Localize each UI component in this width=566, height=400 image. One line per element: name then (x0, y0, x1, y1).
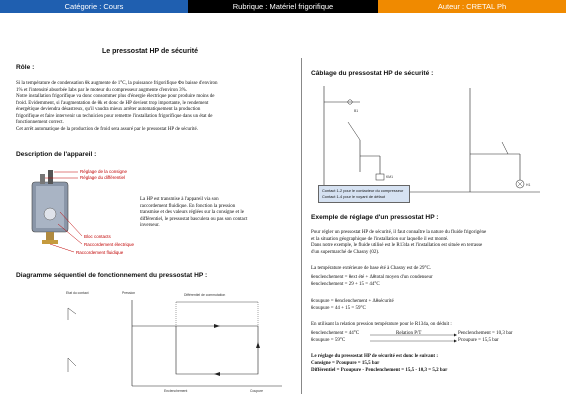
exemple-line-5: La température extérieure de base été à Chasny est de 29°C. (311, 266, 432, 271)
label-contacts: Bloc contacts (84, 234, 111, 239)
role-line-8: Cet arrêt automatique de la production de froid sera assuré par le pressostat HP de sécurité. (16, 127, 198, 132)
cablage-schema (320, 82, 550, 200)
label-differentiel-commutation: Différentiel de commutation (184, 293, 226, 297)
description-line-1: La HP est transmise à l'appareil via son (140, 197, 219, 202)
description-line-2: raccordement fluidique. En fonction la pression (140, 203, 236, 209)
exemple-line-3: Dans notre exemple, le fluide utilisé est le R134a et l'installation est située en terrasse (311, 243, 483, 248)
exemple-line-2: et la situation géographique de l'installation sur laquelle il est monté. (311, 236, 449, 242)
label-pression: Pression (122, 291, 136, 295)
author-cell: Auteur : CRETAL Ph (378, 0, 566, 13)
column-divider (301, 58, 302, 394)
role-line-2: 1% et l'intensité absorbée Iabs par le moteur du compresseur augmente d'environ 3%. (16, 87, 188, 93)
relation-arrows (370, 332, 458, 344)
header-bar (0, 0, 566, 13)
exemple-line-6: En utilisant la relation pression température pour le R134a, on déduit : (311, 322, 452, 327)
role-line-6: frigorifique et faire intervenir un technicien pour remettre l'installation frigorifique dans un état de (16, 113, 213, 119)
label-etat-contact: Etat du contact (66, 291, 89, 295)
category-cell: Catégorie : Cours (0, 0, 188, 13)
sequence-diagram (60, 286, 300, 396)
label-b1: B1 (354, 109, 359, 113)
formula-coupure-1: θcoupure = θenclenchement + Δθsécurité (311, 299, 394, 304)
exemple-heading: Exemple de réglage d'un pressostat HP : (311, 214, 439, 221)
document-title: Le pressostat HP de sécurité (102, 48, 198, 55)
relation-enclenchement-pressure: Penclenchement = 10,3 bar (458, 331, 513, 336)
description-heading: Description de l'appareil : (16, 151, 97, 158)
label-fluidique: Raccordement fluidique (76, 250, 124, 255)
label-coupure: Coupure (250, 389, 264, 393)
description-line-4: différentiel, le pressostat basculera ou pas son contact (140, 216, 248, 222)
label-electrique: Raccordement électrique (84, 242, 135, 247)
description-line-5: inverseur. (140, 223, 160, 228)
role-heading: Rôle : (16, 64, 35, 71)
label-differentiel: Réglage du différentiel (80, 175, 125, 180)
role-line-1: Si la température de condensation θk augmente de 1°C, la puissance frigorifique Φo baisse d'environ (16, 81, 218, 86)
formula-enclenchement-2: θenclenchement = 29 + 15 = 44°C (311, 282, 380, 287)
role-line-4: froid. Evidemment, si l'augmentation de θk et donc de HP devient trop importante, le rendement (16, 100, 209, 106)
exemple-line-4: d'un supermarché de Chasny (02). (311, 249, 380, 255)
relation-coupure-pressure: Pcoupure = 15,5 bar (458, 338, 499, 343)
cablage-note (318, 185, 410, 203)
rubric-cell: Rubrique : Matériel frigorifique (188, 0, 378, 13)
cablage-note-line-2: Contact 1-4 pour le voyant de défaut (322, 194, 385, 199)
label-km1: KM1 (386, 175, 393, 179)
conclusion-differentiel: Différentiel = Pcoupure - Penclenchement = 15,5 - 10,3 = 5,2 bar (311, 368, 448, 373)
formula-coupure-2: θcoupure = 44 + 15 = 59°C (311, 306, 366, 311)
role-line-3: Notre installation frigorifique va donc consommer plus d'énergie électrique pour produire moins de (16, 94, 215, 99)
label-enclenchement: Enclenchement (164, 389, 188, 393)
pressostat-photo (16, 164, 136, 256)
conclusion-line-1: Le réglage du pressostat HP de sécurité est donc le suivant : (311, 354, 438, 359)
relation-pt-label: Relation P/T (396, 331, 422, 336)
conclusion-consigne: Consigne = Pcoupure = 15,5 bar (311, 361, 380, 366)
exemple-line-1: Pour régler un pressostat HP de sécurité, il faut connaître la nature du fluide frigorigène (311, 230, 487, 235)
sequence-heading: Diagramme séquentiel de fonctionnement du pressostat HP : (16, 272, 208, 279)
relation-enclenchement-temp: θenclenchement = 44°C (311, 331, 360, 336)
role-line-5: énergétique deviendra désastreux, qu'il vaudra mieux arrêter automatiquement la production (16, 107, 201, 112)
description-line-3: transmise et des valeurs réglées sur la consigne et le (140, 210, 244, 215)
cablage-heading: Câblage du pressostat HP de sécurité : (311, 70, 434, 77)
label-h1: H1 (526, 183, 531, 187)
formula-enclenchement-1: θenclenchement = θext été + Δθtotal moyen d'un condenseur (311, 275, 433, 280)
cablage-note-line-1: Contact 1-2 pour le contacteur du compresseur (322, 188, 404, 193)
label-consigne: Réglage de la consigne (80, 169, 128, 174)
role-line-7: fonctionnement correct. (16, 120, 64, 125)
relation-coupure-temp: θcoupure = 59°C (311, 338, 346, 343)
